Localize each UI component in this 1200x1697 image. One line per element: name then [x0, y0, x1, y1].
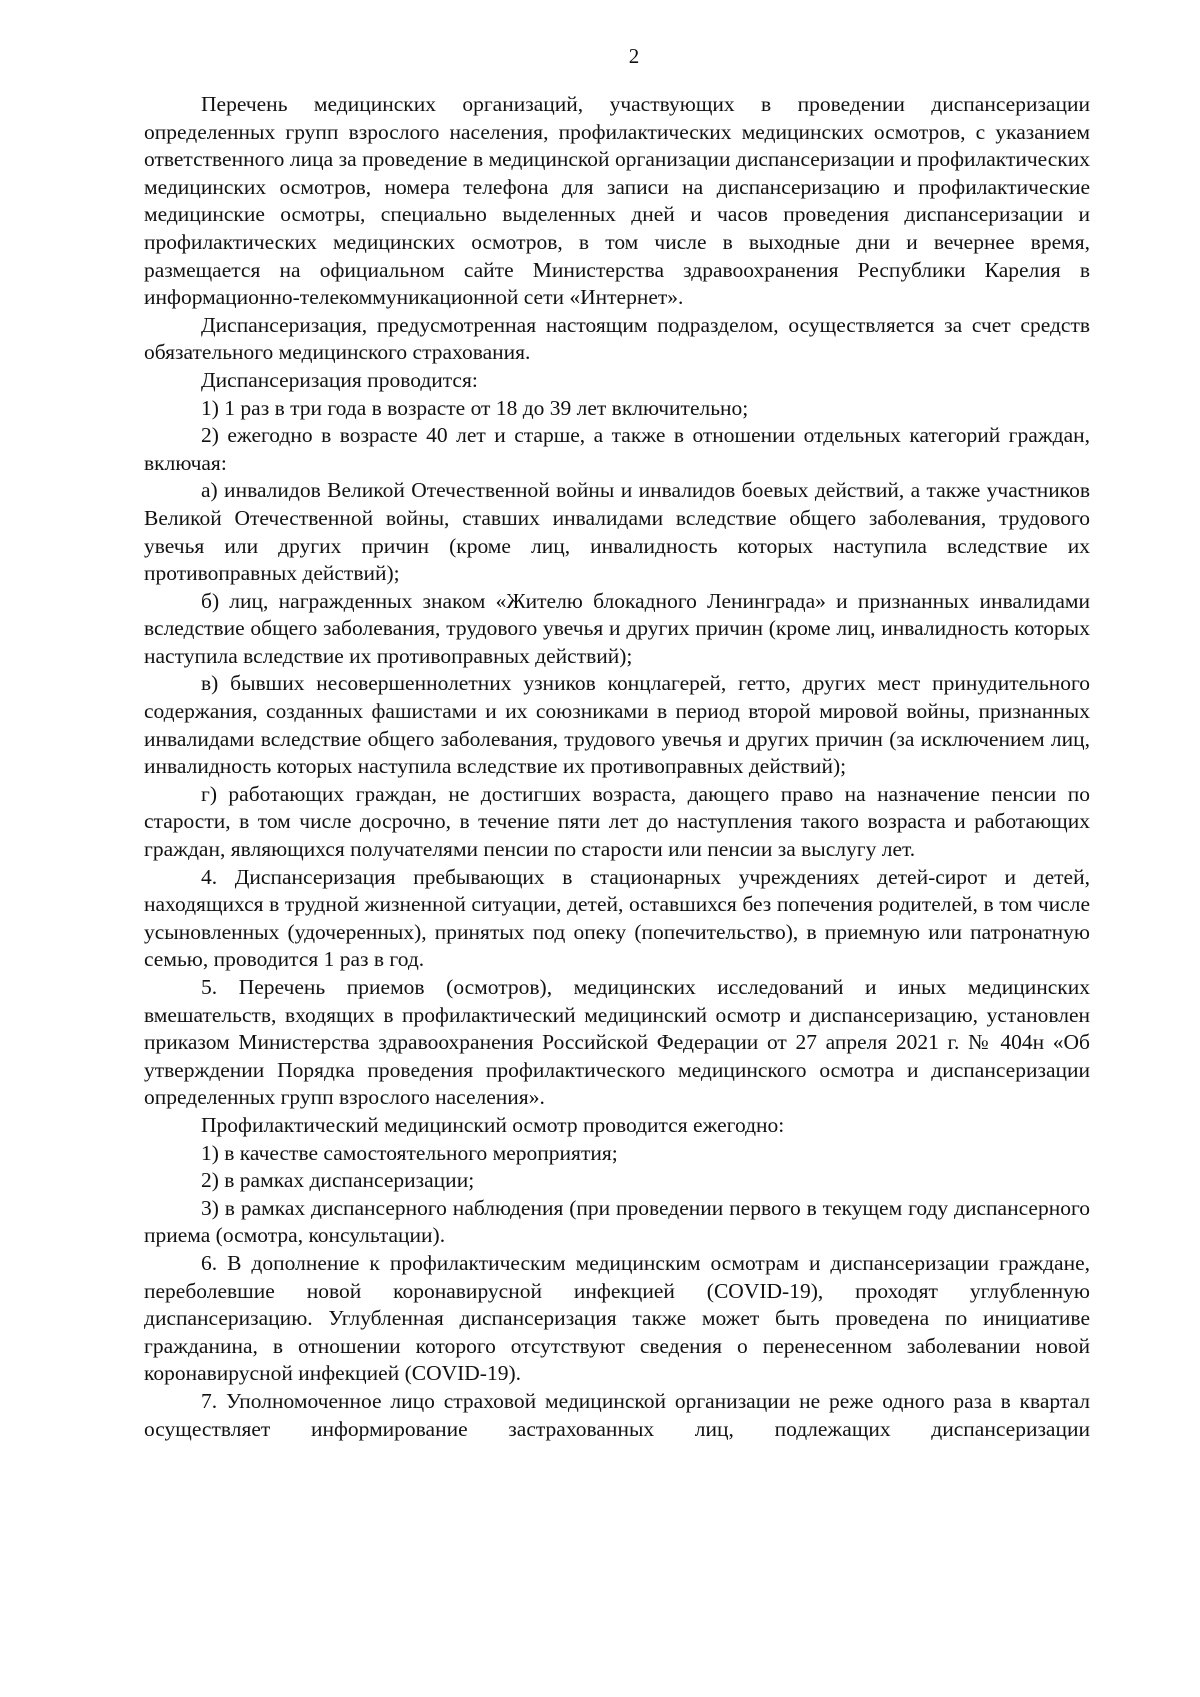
paragraph-section-6: 6. В дополнение к профилактическим медицинским осмотрам и диспансеризации граждане, переболевшие новой коронавирусной инфекцией (COVID-19), проходят углубленную диспансеризацию. Углубленная диспансеризация также может быть проведена по инициативе гражданина, в отношении которого отсутствуют сведения о перенесенном заболевании новой коронавирусной инфекцией (COVID-19). — [144, 1250, 1090, 1386]
paragraph-subitem-b: б) лиц, награжденных знаком «Жителю блокадного Ленинграда» и признанных инвалидами вследствие общего заболевания, трудового увечья и других причин (кроме лиц, инвалидность которых наступила вследствие их противоправных действий); — [144, 588, 1090, 668]
paragraph-subitem-g: г) работающих граждан, не достигших возраста, дающего право на назначение пенсии по старости, в том числе досрочно, в течение пяти лет до наступления такого возраста и работающих граждан, являющихся получателями пенсии по старости или пенсии за выслугу лет. — [144, 781, 1090, 862]
paragraph-preventive-exam-intro: Профилактический медицинский осмотр проводится ежегодно: — [201, 1112, 785, 1137]
paragraph-medical-organizations-list: Перечень медицинских организаций, участвующих в проведении диспансеризации определенных групп взрослого населения, профилактических медицинских осмотров, с указанием ответственного лица за проведение в медицинской организации диспансеризации и профилактических медицинских осмотров, номера телефона для записи на диспансеризацию и профилактические медицинские осмотры, специально выделенных дней и часов проведения диспансеризации и профилактических медицинских осмотров, в том числе в выходные дни и вечернее время, размещается на официальном сайте Министерства здравоохранения Республики Карелия в информационно-телекоммуникационной сети «Интернет». — [144, 92, 1090, 310]
paragraph-section-5: 5. Перечень приемов (осмотров), медицинских исследований и иных медицинских вмешательств, входящих в профилактический медицинский осмотр и диспансеризацию, установлен приказом Министерства здравоохранения Российской Федерации от 27 апреля 2021 г. № 404н «Об утверждении Порядка проведения профилактического медицинского осмотра и диспансеризации определенных групп взрослого населения». — [144, 975, 1090, 1110]
paragraph-item-1: 1) 1 раз в три года в возрасте от 18 до 39 лет включительно; — [201, 395, 749, 420]
paragraph-subitem-a: а) инвалидов Великой Отечественной войны и инвалидов боевых действий, а также участников Великой Отечественной войны, ставших инвалидами вследствие общего заболевания, трудового увечья или других причин (кроме лиц, инвалидность которых наступила вследствие их противоправных действий); — [144, 478, 1090, 586]
paragraph-funding: Диспансеризация, предусмотренная настоящим подразделом, осуществляется за счет средств обязательного медицинского страхования. — [144, 312, 1090, 365]
paragraph-exam-item-1: 1) в качестве самостоятельного мероприятия; — [201, 1140, 618, 1165]
page-number: 2 — [628, 44, 640, 68]
paragraph-exam-item-2: 2) в рамках диспансеризации; — [201, 1168, 475, 1193]
paragraph-subitem-v: в) бывших несовершеннолетних узников концлагерей, гетто, других мест принудительного содержания, созданных фашистами и их союзниками в период второй мировой войны, признанных инвалидами вследствие общего заболевания, трудового увечья и других причин (за исключением лиц, инвалидность которых наступила вследствие их противоправных действий); — [144, 671, 1090, 779]
paragraph-exam-item-3: 3) в рамках диспансерного наблюдения (при проведении первого в текущем году диспансерного приема (осмотра, консультации). — [144, 1195, 1090, 1248]
paragraph-item-2: 2) ежегодно в возрасте 40 лет и старше, а также в отношении отдельных категорий граждан, включая: — [144, 423, 1090, 475]
paragraph-conducted-intro: Диспансеризация проводится: — [201, 367, 478, 392]
paragraph-section-4: 4. Диспансеризация пребывающих в стационарных учреждениях детей-сирот и детей, находящихся в трудной жизненной ситуации, детей, оставшихся без попечения родителей, в том числе усыновленных (удочеренных), принятых под опеку (попечительство), в приемную или патронатную семью, проводится 1 раз в год. — [144, 864, 1090, 972]
paragraph-section-7: 7. Уполномоченное лицо страховой медицинской организации не реже одного раза в квартал осуществляет информирование застрахованных лиц, подлежащих диспансеризации — [144, 1388, 1090, 1441]
